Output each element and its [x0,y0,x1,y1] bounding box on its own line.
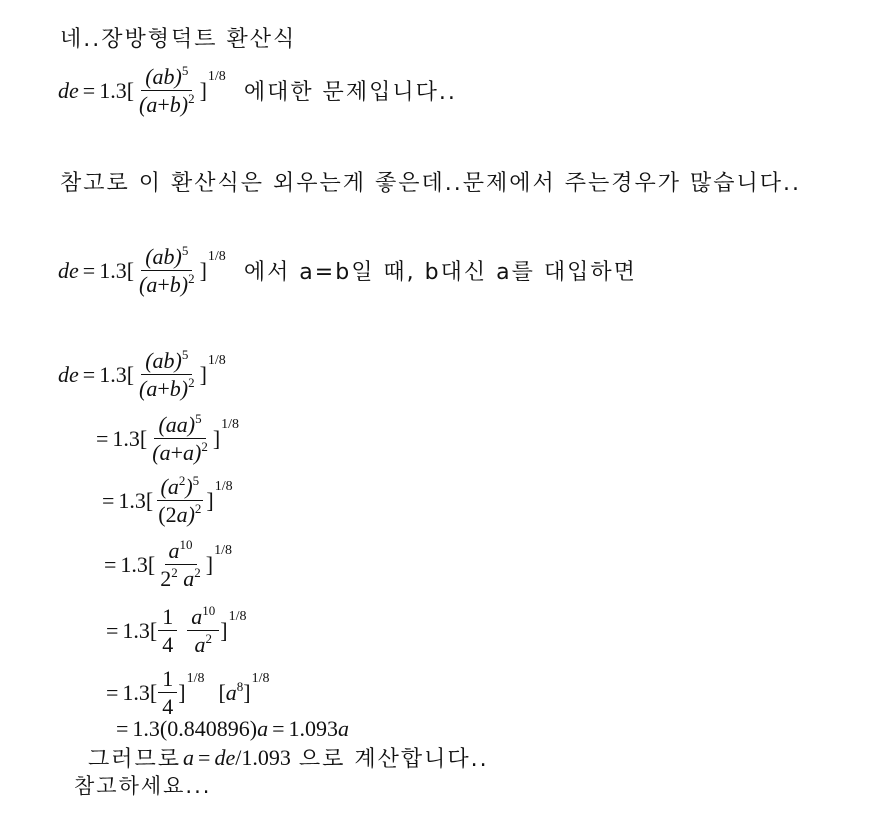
derivation-step-6: = 1.3 [ $\frac{1}{4}$ ] 1/8 $[a^8]$ 1/8 [106,666,270,720]
final-suffix: 으로 계산합니다.. [298,747,489,772]
derivation-step-4: = 1.3 [ $\frac{a^{10}}{2^2 a^2}$ ] 1/8 [104,537,232,592]
derivation-step-2: = 1.3 [ $\frac{(aa)^5}{(a+a)^2}$ ] 1/8 [96,411,240,466]
substitution-text: 에서 a=b일 때, b대신 a를 대입하면 [243,260,637,286]
note-text: 참고로 이 환산식은 외우는게 좋은데..문제에서 주는경우가 많습니다.. [60,171,801,196]
substitution-statement: de = 1.3 [ $\frac{(ab)^5}{(a+b)^2}$ ] 1/8 에서 a=b일 때, b대신 a를 대입하면 [58,243,637,298]
lhs-de: de [58,77,79,103]
heading-text: 네..장방형덕트 환산식 [60,27,297,52]
derivation-step-7: = 1.3 (0.840896)a = 1.093 a [116,716,349,741]
derivation-step-3: = 1.3 [ $\frac{(a^2)^5}{(2a)^2}$ ] 1/8 [102,473,233,528]
fraction: $\frac{(ab)^5}{(a+b)^2}$ [139,243,195,298]
formula-suffix: 에대한 문제입니다.. [243,80,457,106]
fraction: $\frac{(ab)^5}{(a+b)^2}$ [139,63,195,118]
formula-statement: de = 1.3 [ $\frac{(ab)^5}{(a+b)^2}$ ] 1/8 에대한 문제입니다.. [58,63,457,118]
derivation-step-5: = 1.3 [ $\frac{1}{4}$ $\frac{a^{10}}{a^2}$ ] 1/8 [106,603,247,658]
coefficient: 1.3 [99,77,127,103]
final-statement: 그러므로 a = de / 1.093 으로 계산합니다.. [88,742,489,773]
final-prefix: 그러므로 [88,747,182,772]
exponent: 1/8 [207,68,226,84]
closing-text: 참고하세요... [74,774,212,798]
derivation-step-1: de = 1.3 [ $\frac{(ab)^5}{(a+b)^2}$ ] 1/8 [58,347,226,402]
